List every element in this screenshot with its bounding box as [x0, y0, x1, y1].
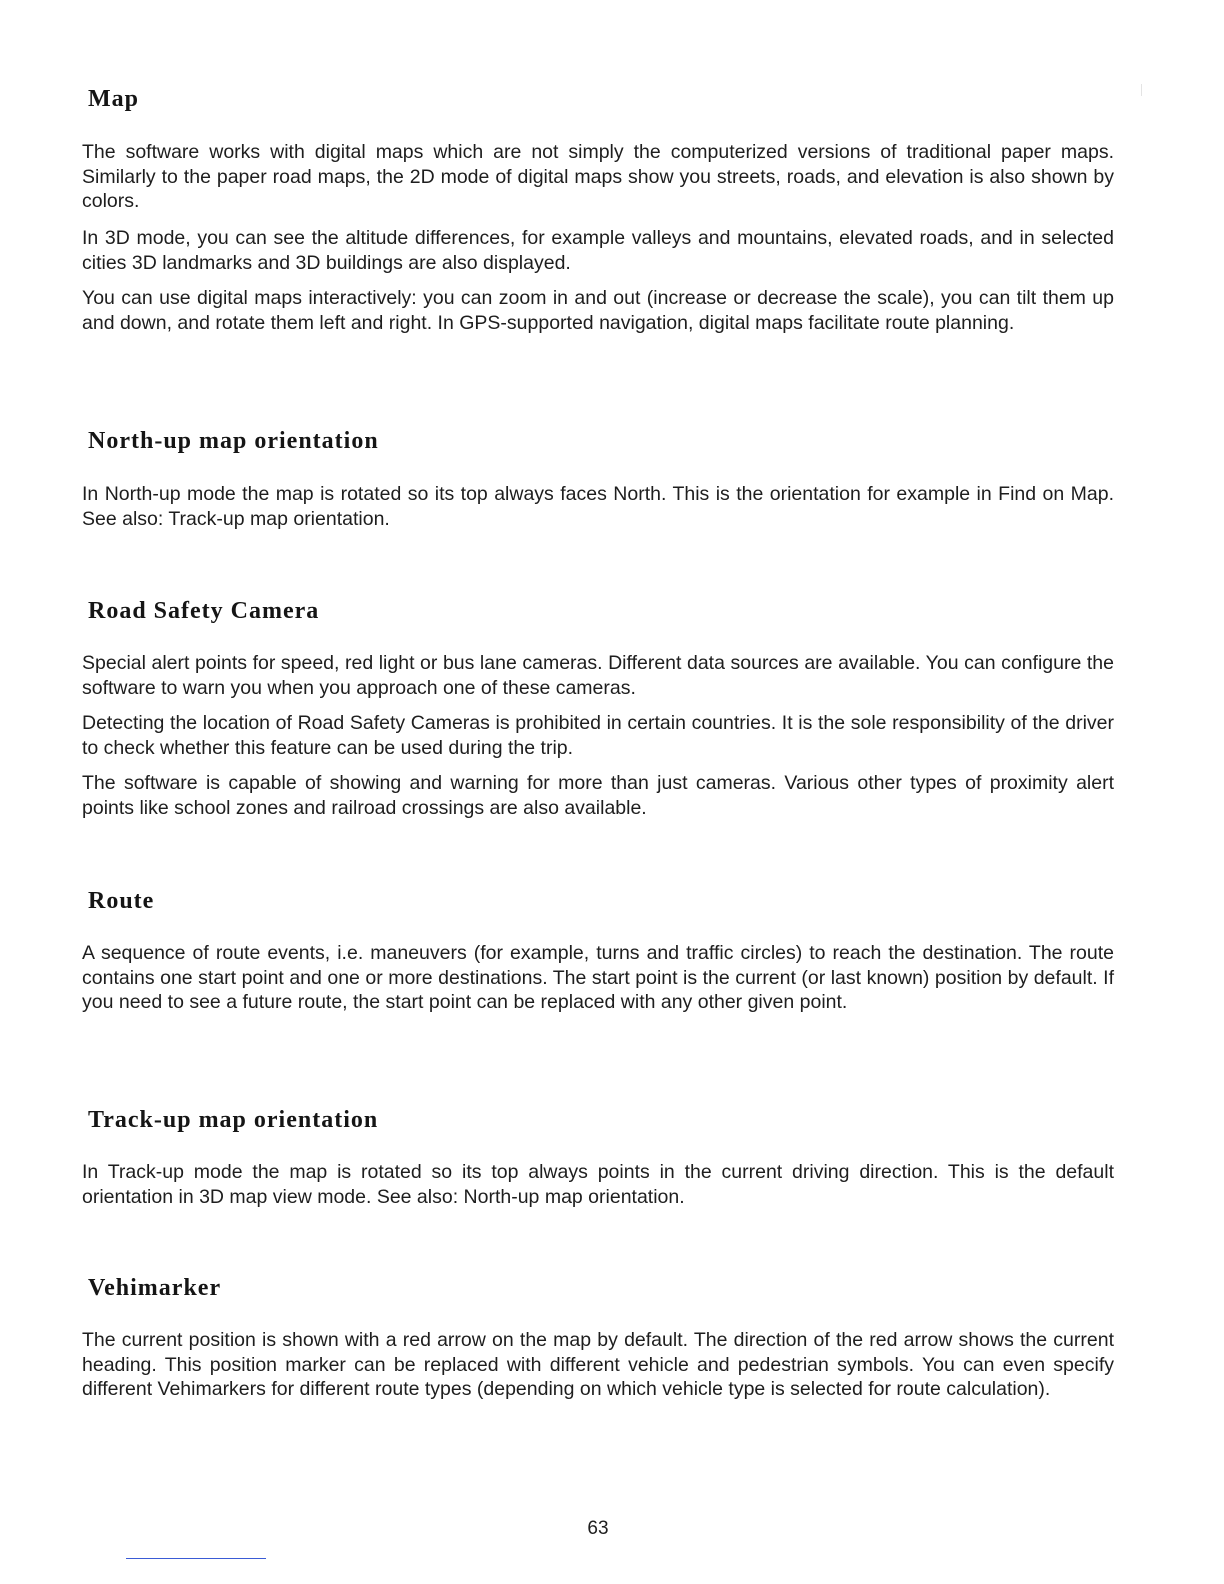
- section-heading-route: Route: [88, 888, 155, 914]
- section-heading-north-up: North-up map orientation: [88, 428, 379, 454]
- paragraph-map-3: You can use digital maps interactively: you can zoom in and out (increase or decrease the scale), you can tilt them up and down, and rotate them left and right. In GPS-supported navigation, digital maps facilitate route planning.: [82, 287, 1114, 334]
- page-number: 63: [587, 1518, 609, 1539]
- paragraph-north-up-1: In North-up mode the map is rotated so its top always faces North. This is the orientation for example in Find on Map. See also: Track-up map orientation.: [82, 483, 1114, 530]
- paragraph-map-2: In 3D mode, you can see the altitude differences, for example valleys and mountains, elevated roads, and in selected cities 3D landmarks and 3D buildings are also displayed.: [82, 227, 1114, 274]
- paragraph-camera-3: The software is capable of showing and warning for more than just cameras. Various other types of proximity alert points like school zones and railroad crossings are also available.: [82, 772, 1114, 819]
- paragraph-camera-1: Special alert points for speed, red light or bus lane cameras. Different data sources are available. You can configure the software to warn you when you approach one of these cameras.: [82, 652, 1114, 699]
- section-heading-vehimarker: Vehimarker: [88, 1275, 222, 1301]
- paragraph-camera-2: Detecting the location of Road Safety Cameras is prohibited in certain countries. It is the sole responsibility of the driver to check whether this feature can be used during the trip.: [82, 712, 1114, 759]
- section-heading-map: Map: [88, 86, 139, 112]
- paragraph-route-1: A sequence of route events, i.e. maneuvers (for example, turns and traffic circles) to reach the destination. The route contains one start point and one or more destinations. The start point is the current (or last known) position by default. If you need to see a future route, the start point can be replaced with any other given point.: [82, 942, 1114, 1013]
- paragraph-vehimarker-1: The current position is shown with a red arrow on the map by default. The direction of the red arrow shows the current heading. This position marker can be replaced with different vehicle and pedestrian symbols. You can even specify different Vehimarkers for different route types (depending on which vehicle type is selected for route calculation).: [82, 1329, 1114, 1400]
- scan-edge-mark: [1141, 84, 1142, 96]
- section-heading-track-up: Track-up map orientation: [88, 1107, 379, 1133]
- footer-rule: [126, 1558, 266, 1559]
- section-heading-road-safety-camera: Road Safety Camera: [88, 598, 320, 624]
- paragraph-track-up-1: In Track-up mode the map is rotated so its top always points in the current driving direction. This is the default orientation in 3D map view mode. See also: North-up map orientation.: [82, 1161, 1114, 1208]
- paragraph-map-1: The software works with digital maps which are not simply the computerized versions of traditional paper maps. Similarly to the paper road maps, the 2D mode of digital maps show you streets, roads, and elevation is also shown by colors.: [82, 141, 1114, 212]
